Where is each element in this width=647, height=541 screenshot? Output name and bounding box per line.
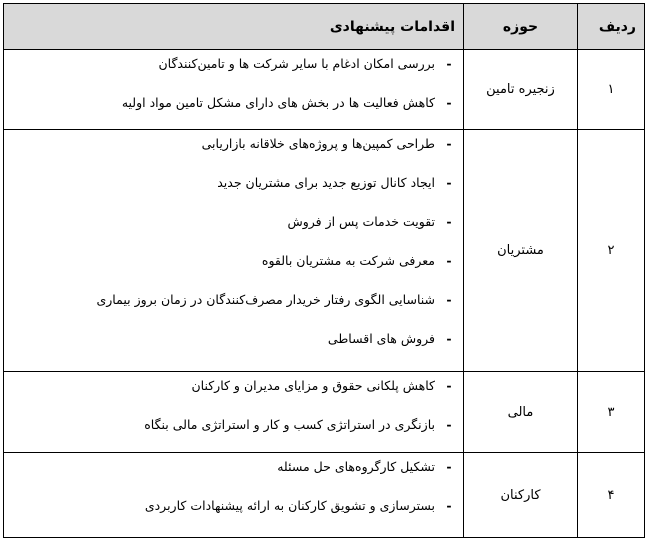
action-item xyxy=(4,291,463,309)
bullet-dash: - xyxy=(446,136,452,151)
row-area: کارکنان xyxy=(464,453,578,538)
action-text: بسترسازی و تشویق کارکنان به ارائه پیشنهادات کاربردی xyxy=(144,498,435,513)
action-text: طراحی کمپین‌ها و پروژه‌های خلاقانه بازاریابی xyxy=(201,136,435,151)
header-row-number: ردیف xyxy=(578,4,645,50)
row-number: ۲ xyxy=(578,130,645,372)
row-area: زنجیره تامین xyxy=(464,50,578,130)
action-item xyxy=(4,377,463,395)
header-actions: اقدامات پیشنهادی xyxy=(4,4,464,50)
row-area: مشتریان xyxy=(464,130,578,372)
bullet-dash: - xyxy=(446,417,452,432)
table-row xyxy=(4,372,645,453)
row-actions xyxy=(4,453,464,538)
header-row xyxy=(4,4,645,50)
bullet-dash: - xyxy=(446,459,452,474)
bullet-dash: - xyxy=(446,378,452,393)
proposals-table xyxy=(3,3,645,538)
action-list xyxy=(4,55,463,112)
action-text: بازنگری در استراتژی کسب و کار و استراتژی مالی بنگاه xyxy=(144,417,435,432)
header-area: حوزه xyxy=(464,4,578,50)
action-text: معرفی شرکت به مشتریان بالقوه xyxy=(261,253,435,268)
action-text: تشکیل کارگروه‌های حل مسئله xyxy=(277,459,435,474)
action-item xyxy=(4,94,463,112)
row-actions xyxy=(4,372,464,453)
table-row xyxy=(4,453,645,538)
row-number: ۳ xyxy=(578,372,645,453)
action-text: بررسی امکان ادغام با سایر شرکت ها و تامین‌کنندگان xyxy=(158,56,435,71)
action-item xyxy=(4,330,463,348)
action-item xyxy=(4,252,463,270)
action-text: تقویت خدمات پس از فروش xyxy=(287,214,435,229)
bullet-dash: - xyxy=(446,214,452,229)
bullet-dash: - xyxy=(446,56,452,71)
bullet-dash: - xyxy=(446,331,452,346)
bullet-dash: - xyxy=(446,253,452,268)
action-item xyxy=(4,213,463,231)
table-row xyxy=(4,50,645,130)
action-item xyxy=(4,135,463,153)
action-item xyxy=(4,174,463,192)
row-actions xyxy=(4,130,464,372)
action-text: فروش های اقساطی xyxy=(327,331,435,346)
action-text: کاهش فعالیت ها در بخش های دارای مشکل تامین مواد اولیه xyxy=(121,95,435,110)
action-text: شناسایی الگوی رفتار خریدار مصرف‌کنندگان در زمان بروز بیماری xyxy=(96,292,435,307)
action-text: کاهش پلکانی حقوق و مزایای مدیران و کارکنان xyxy=(191,378,435,393)
action-text: ایجاد کانال توزیع جدید برای مشتریان جدید xyxy=(217,175,435,190)
bullet-dash: - xyxy=(446,175,452,190)
action-item xyxy=(4,55,463,73)
action-list xyxy=(4,458,463,515)
bullet-dash: - xyxy=(446,292,452,307)
bullet-dash: - xyxy=(446,498,452,513)
action-item xyxy=(4,497,463,515)
bullet-dash: - xyxy=(446,95,452,110)
action-list xyxy=(4,377,463,434)
row-area: مالی xyxy=(464,372,578,453)
action-list xyxy=(4,135,463,348)
row-number: ۱ xyxy=(578,50,645,130)
row-actions xyxy=(4,50,464,130)
action-item xyxy=(4,416,463,434)
row-number: ۴ xyxy=(578,453,645,538)
table-row xyxy=(4,130,645,372)
action-item xyxy=(4,458,463,476)
